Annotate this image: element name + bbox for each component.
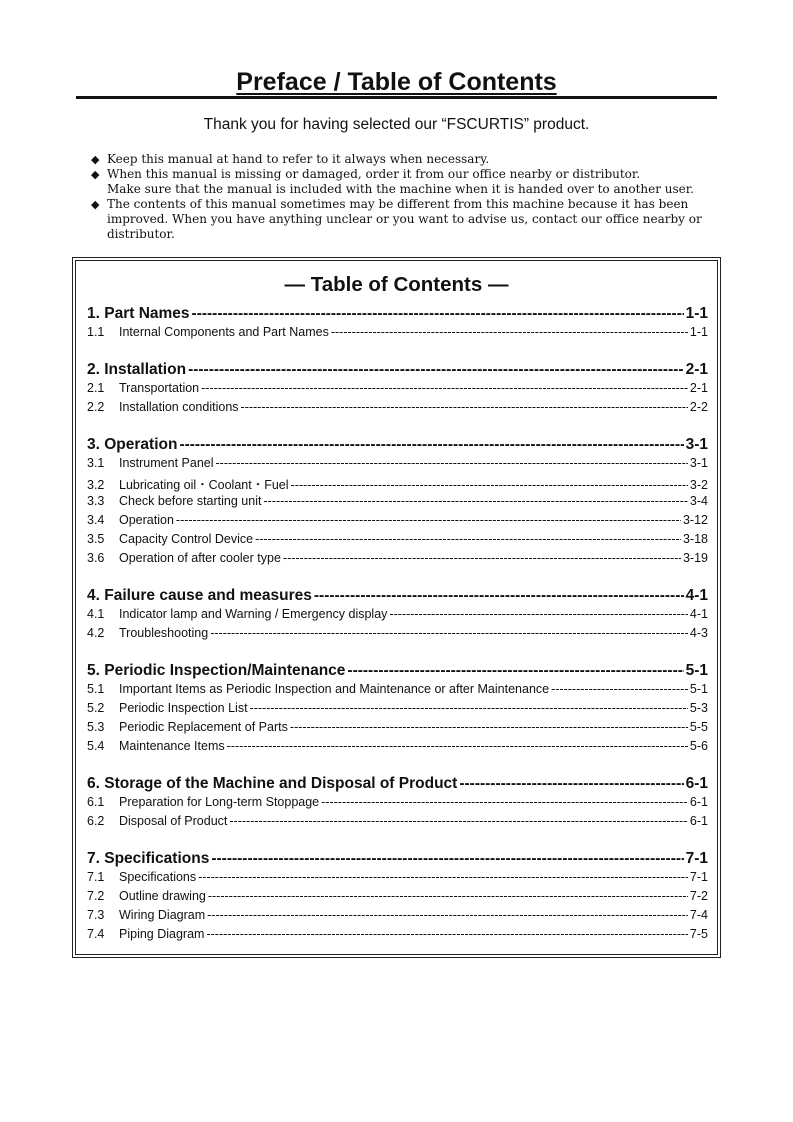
dot-leader (176, 513, 681, 527)
toc-item-page: 7-5 (689, 927, 708, 941)
toc-section-row[interactable] (87, 775, 708, 795)
toc-item-page: 3-2 (689, 478, 708, 492)
note-text: When this manual is missing or damaged, order it from our office nearby or distributor. Make sure that the manual is included with the machine when it is handed over to another user. (107, 167, 694, 196)
toc-item-number: 3.4 (87, 513, 105, 527)
toc-section (87, 850, 708, 946)
toc-item-number: 4.2 (87, 626, 105, 640)
toc-item-title: Operation of after cooler type (119, 551, 281, 565)
toc-item-title: Check before starting unit (119, 494, 262, 508)
toc-item-title: Transportation (119, 381, 200, 395)
toc-item-page: 6-1 (689, 795, 708, 809)
toc-item-number: 2.2 (87, 400, 105, 414)
preface-notes (91, 152, 721, 242)
toc-item-number: 3.5 (87, 532, 105, 546)
dot-leader (211, 850, 683, 868)
toc-item-row[interactable] (87, 720, 708, 739)
toc-section-row[interactable] (87, 436, 708, 456)
toc-item-page: 3-18 (682, 532, 708, 546)
toc-item-page: 5-1 (689, 682, 708, 696)
toc-item-title: Instrument Panel (119, 456, 214, 470)
dot-leader (208, 889, 688, 903)
toc-item-row[interactable] (87, 475, 708, 494)
dot-leader (255, 532, 681, 546)
toc-item-row[interactable] (87, 532, 708, 551)
toc-item-page: 5-5 (689, 720, 708, 734)
toc-section (87, 361, 708, 419)
dot-leader (263, 494, 687, 508)
toc-item-title: Important Items as Periodic Inspection and Maintenance or after Maintenance (119, 682, 550, 696)
toc-item-number: 3.6 (87, 551, 105, 565)
toc-item-page: 3-19 (682, 551, 708, 565)
toc-section-title: 4. Failure cause and measures (87, 587, 312, 604)
dot-leader (314, 587, 684, 605)
diamond-bullet-icon: ◆ (91, 168, 100, 181)
dot-leader (229, 814, 688, 828)
dot-leader (198, 870, 688, 884)
toc-item-page: 4-1 (689, 607, 708, 621)
toc-item-row[interactable] (87, 682, 708, 701)
dot-leader (241, 400, 688, 414)
toc-item-title: Installation conditions (119, 400, 239, 414)
toc-item-row[interactable] (87, 795, 708, 814)
toc-section-title: 6. Storage of the Machine and Disposal of Product (87, 775, 458, 792)
toc-item-page: 2-1 (689, 381, 708, 395)
dot-leader (207, 908, 688, 922)
toc-item-number: 3.3 (87, 494, 105, 508)
toc-item-title: Lubricating oil・Coolant・Fuel (119, 478, 289, 492)
toc-item-number: 1.1 (87, 325, 105, 339)
toc-item-title: Specifications (119, 870, 197, 884)
toc-item-title: Disposal of Product (119, 814, 228, 828)
toc-item-row[interactable] (87, 701, 708, 720)
toc-section-row[interactable] (87, 662, 708, 682)
toc-item-row[interactable] (87, 927, 708, 946)
toc-item-row[interactable] (87, 626, 708, 645)
dot-leader (201, 381, 688, 395)
toc-item-row[interactable] (87, 889, 708, 908)
toc-item-number: 3.1 (87, 456, 105, 470)
toc-item-page: 1-1 (689, 325, 708, 339)
toc-item-row[interactable] (87, 494, 708, 513)
toc-item-title: Periodic Inspection List (119, 701, 248, 715)
toc-section-page: 7-1 (685, 850, 708, 867)
title-rule (76, 96, 717, 99)
toc-section-title: 5. Periodic Inspection/Maintenance (87, 662, 346, 679)
dot-leader (188, 361, 684, 379)
toc-item-title: Outline drawing (119, 889, 206, 903)
toc-section (87, 775, 708, 833)
note-text: Keep this manual at hand to refer to it always when necessary. (107, 152, 490, 166)
toc-item-number: 2.1 (87, 381, 105, 395)
dot-leader (331, 325, 688, 339)
toc-item-title: Troubleshooting (119, 626, 209, 640)
toc-section-title: 2. Installation (87, 361, 187, 378)
dot-leader (206, 927, 687, 941)
toc-item-title: Maintenance Items (119, 739, 225, 753)
page-title: Preface / Table of Contents (236, 68, 557, 96)
toc-item-page: 6-1 (689, 814, 708, 828)
note-item (91, 197, 721, 242)
toc-item-title: Operation (119, 513, 174, 527)
dot-leader (551, 682, 688, 696)
toc-item-number: 3.2 (87, 478, 105, 492)
note-item (91, 152, 721, 167)
dot-leader (179, 436, 683, 454)
toc-item-page: 2-2 (689, 400, 708, 414)
note-item (91, 167, 721, 197)
toc-section-row[interactable] (87, 305, 708, 325)
toc-item-title: Preparation for Long-term Stoppage (119, 795, 320, 809)
toc-item-number: 7.3 (87, 908, 105, 922)
toc-item-page: 3-1 (689, 456, 708, 470)
dot-leader (459, 775, 683, 793)
dot-leader (283, 551, 681, 565)
toc-section-row[interactable] (87, 361, 708, 381)
table-of-contents-box (75, 260, 718, 955)
toc-section-title: 7. Specifications (87, 850, 210, 867)
toc-item-row[interactable] (87, 513, 708, 532)
toc-item-row[interactable] (87, 908, 708, 927)
toc-item-number: 5.1 (87, 682, 105, 696)
toc-item-number: 5.3 (87, 720, 105, 734)
toc-item-row[interactable] (87, 739, 708, 758)
toc-item-number: 5.4 (87, 739, 105, 753)
toc-item-number: 6.2 (87, 814, 105, 828)
toc-item-page: 4-3 (689, 626, 708, 640)
toc-item-page: 5-3 (689, 701, 708, 715)
toc-item-page: 3-12 (682, 513, 708, 527)
toc-section-page: 4-1 (685, 587, 708, 604)
dot-leader (216, 456, 688, 470)
dot-leader (227, 739, 688, 753)
toc-section-row[interactable] (87, 850, 708, 870)
toc-item-number: 7.1 (87, 870, 105, 884)
dot-leader (389, 607, 688, 621)
toc-section (87, 305, 708, 344)
toc-section-row[interactable] (87, 587, 708, 607)
toc-section-page: 1-1 (685, 305, 708, 322)
toc-list (87, 305, 708, 963)
toc-section (87, 587, 708, 645)
toc-section-page: 6-1 (685, 775, 708, 792)
toc-item-number: 4.1 (87, 607, 105, 621)
toc-item-row[interactable] (87, 325, 708, 344)
toc-section (87, 662, 708, 758)
toc-section-title: 1. Part Names (87, 305, 190, 322)
toc-section-title: 3. Operation (87, 436, 178, 453)
dot-leader (321, 795, 688, 809)
thank-you-line: Thank you for having selected our “FSCURTIS” product. (203, 116, 590, 133)
toc-item-row[interactable] (87, 400, 708, 419)
toc-section-page: 2-1 (685, 361, 708, 378)
dot-leader (210, 626, 688, 640)
toc-item-page: 5-6 (689, 739, 708, 753)
toc-item-title: Capacity Control Device (119, 532, 254, 546)
dot-leader (347, 662, 683, 680)
toc-item-row[interactable] (87, 551, 708, 570)
toc-item-title: Periodic Replacement of Parts (119, 720, 288, 734)
diamond-bullet-icon: ◆ (91, 198, 100, 211)
toc-item-number: 7.4 (87, 927, 105, 941)
toc-item-row[interactable] (87, 381, 708, 400)
note-text: The contents of this manual sometimes may be different from this machine because it has been improved. When you have anything unclear or you want to advise us, contact our office nearby or distributor. (107, 197, 702, 241)
dot-leader (192, 305, 684, 323)
toc-item-row[interactable] (87, 607, 708, 626)
toc-section-page: 3-1 (685, 436, 708, 453)
toc-item-title: Piping Diagram (119, 927, 205, 941)
toc-item-page: 7-1 (689, 870, 708, 884)
toc-item-page: 7-2 (689, 889, 708, 903)
dot-leader (291, 478, 688, 492)
dot-leader (290, 720, 688, 734)
toc-item-title: Wiring Diagram (119, 908, 206, 922)
toc-item-number: 7.2 (87, 889, 105, 903)
toc-item-row[interactable] (87, 456, 708, 475)
toc-item-title: Internal Components and Part Names (119, 325, 329, 339)
dot-leader (250, 701, 688, 715)
toc-item-title: Indicator lamp and Warning / Emergency display (119, 607, 388, 621)
toc-item-page: 7-4 (689, 908, 708, 922)
toc-heading: — Table of Contents — (284, 273, 509, 296)
toc-section-page: 5-1 (685, 662, 708, 679)
toc-item-number: 6.1 (87, 795, 105, 809)
toc-item-row[interactable] (87, 870, 708, 889)
diamond-bullet-icon: ◆ (91, 153, 100, 166)
toc-section (87, 436, 708, 570)
toc-item-page: 3-4 (689, 494, 708, 508)
toc-item-number: 5.2 (87, 701, 105, 715)
toc-item-row[interactable] (87, 814, 708, 833)
